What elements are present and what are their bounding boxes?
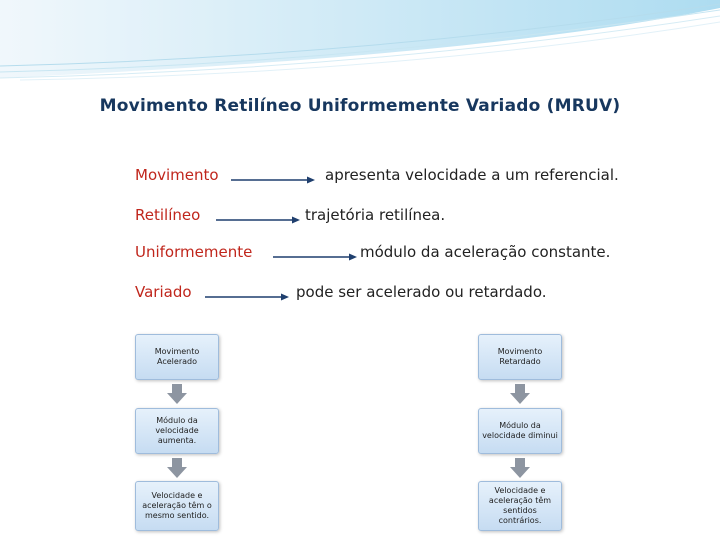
arrow-down-icon bbox=[167, 458, 187, 478]
desc-retilineo: trajetória retilínea. bbox=[305, 206, 446, 224]
term-uniformemente: Uniformemente bbox=[135, 243, 253, 261]
arrow-right-icon bbox=[215, 215, 300, 225]
slide-title: Movimento Retilíneo Uniformemente Variado (MRUV) bbox=[99, 96, 621, 116]
term-retilineo: Retilíneo bbox=[135, 206, 201, 224]
arrow-down-icon bbox=[510, 458, 530, 478]
flow-box-retarded-3: Velocidade e aceleração têm sentidos contrários. bbox=[478, 481, 562, 531]
term-movimento: Movimento bbox=[135, 166, 219, 184]
flow-box-accelerated-3: Velocidade e aceleração têm o mesmo sentido. bbox=[135, 481, 219, 531]
arrow-down-icon bbox=[167, 384, 187, 404]
arrow-right-icon bbox=[204, 292, 289, 302]
flow-box-retarded-1: Movimento Retardado bbox=[478, 334, 562, 380]
desc-variado: pode ser acelerado ou retardado. bbox=[296, 283, 547, 301]
term-variado: Variado bbox=[135, 283, 192, 301]
arrow-down-icon bbox=[510, 384, 530, 404]
header-wave-decoration bbox=[0, 0, 720, 90]
flow-box-accelerated-2: Módulo da velocidade aumenta. bbox=[135, 408, 219, 454]
arrow-right-icon bbox=[272, 252, 357, 262]
arrow-right-icon bbox=[230, 175, 315, 185]
flow-box-accelerated-1: Movimento Acelerado bbox=[135, 334, 219, 380]
desc-uniformemente: módulo da aceleração constante. bbox=[360, 243, 611, 261]
desc-movimento: apresenta velocidade a um referencial. bbox=[325, 166, 619, 184]
flow-box-retarded-2: Módulo da velocidade diminui bbox=[478, 408, 562, 454]
